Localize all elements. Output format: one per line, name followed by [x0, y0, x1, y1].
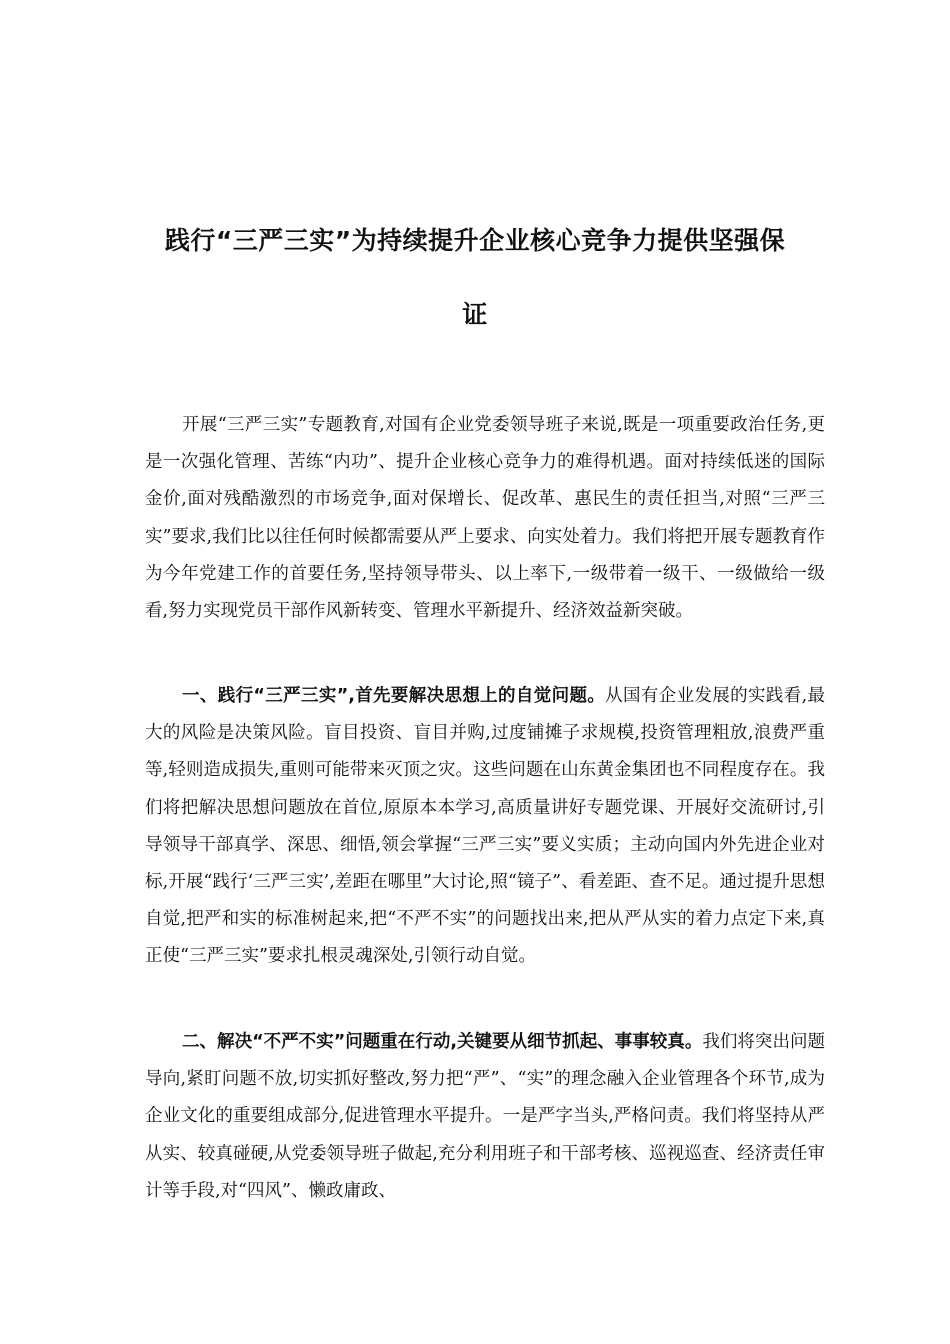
paragraph-section-2: [145, 1024, 825, 1210]
paragraph-section-1: [145, 678, 825, 976]
paragraph-text: 从国有企业发展的实践看,最大的风险是决策风险。盲目投资、盲目并购,过度铺摊子求规模,投资管理粗放,浪费严重等,轻则造成损失,重则可能带来灭顶之灾。这些问题在山东黄金集团也不同程度存在。我们将把解决思想问题放在首位,原原本本学习,高质量讲好专题党课、开展好交流研讨,引导领导干部真学、深思、细悟,领会掌握“三严三实”要义实质；主动向国内外先进企业对标,开展“践行‘三严三实’,差距在哪里”大讨论,照“镜子”、看差距、查不足。通过提升思想自觉,把严和实的标准树起来,把“不严不实”的问题找出来,把从严从实的着力点定下来,真正使“三严三实”要求扎根灵魂深处,引领行动自觉。: [145, 686, 825, 967]
document-title-line-1: 践行“三严三实”为持续提升企业核心竞争力提供坚强保: [164, 226, 786, 255]
paragraph-lead: 一、践行“三严三实”,首先要解决思想上的自觉问题。: [182, 686, 606, 706]
paragraph-lead: 二、解决“不严不实”问题重在行动,关键要从细节抓起、事事较真。: [182, 1032, 703, 1052]
document-title-line-2: 证: [462, 300, 488, 329]
paragraph-intro: [145, 407, 825, 630]
paragraph-text: 我们将突出问题导向,紧盯问题不放,切实抓好整改,努力把“严”、“实”的理念融入企业管理各个环节,成为企业文化的重要组成部分,促进管理水平提升。一是严字当头,严格问责。我们将坚持从严从实、较真碰硬,从党委领导班子做起,充分利用班子和干部考核、巡视巡查、经济责任审计等手段,对“四风”、懒政庸政、: [145, 1032, 825, 1201]
paragraph-text: 开展“三严三实”专题教育,对国有企业党委领导班子来说,既是一项重要政治任务,更是一次强化管理、苦练“内功”、提升企业核心竞争力的难得机遇。面对持续低迷的国际金价,面对残酷激烈的市场竞争,面对保增长、促改革、惠民生的责任担当,对照“三严三实”要求,我们比以往任何时候都需要从严上要求、向实处着力。我们将把开展专题教育作为今年党建工作的首要任务,坚持领导带头、以上率下,一级带着一级干、一级做给一级看,努力实现党员干部作风新转变、管理水平新提升、经济效益新突破。: [145, 415, 825, 622]
